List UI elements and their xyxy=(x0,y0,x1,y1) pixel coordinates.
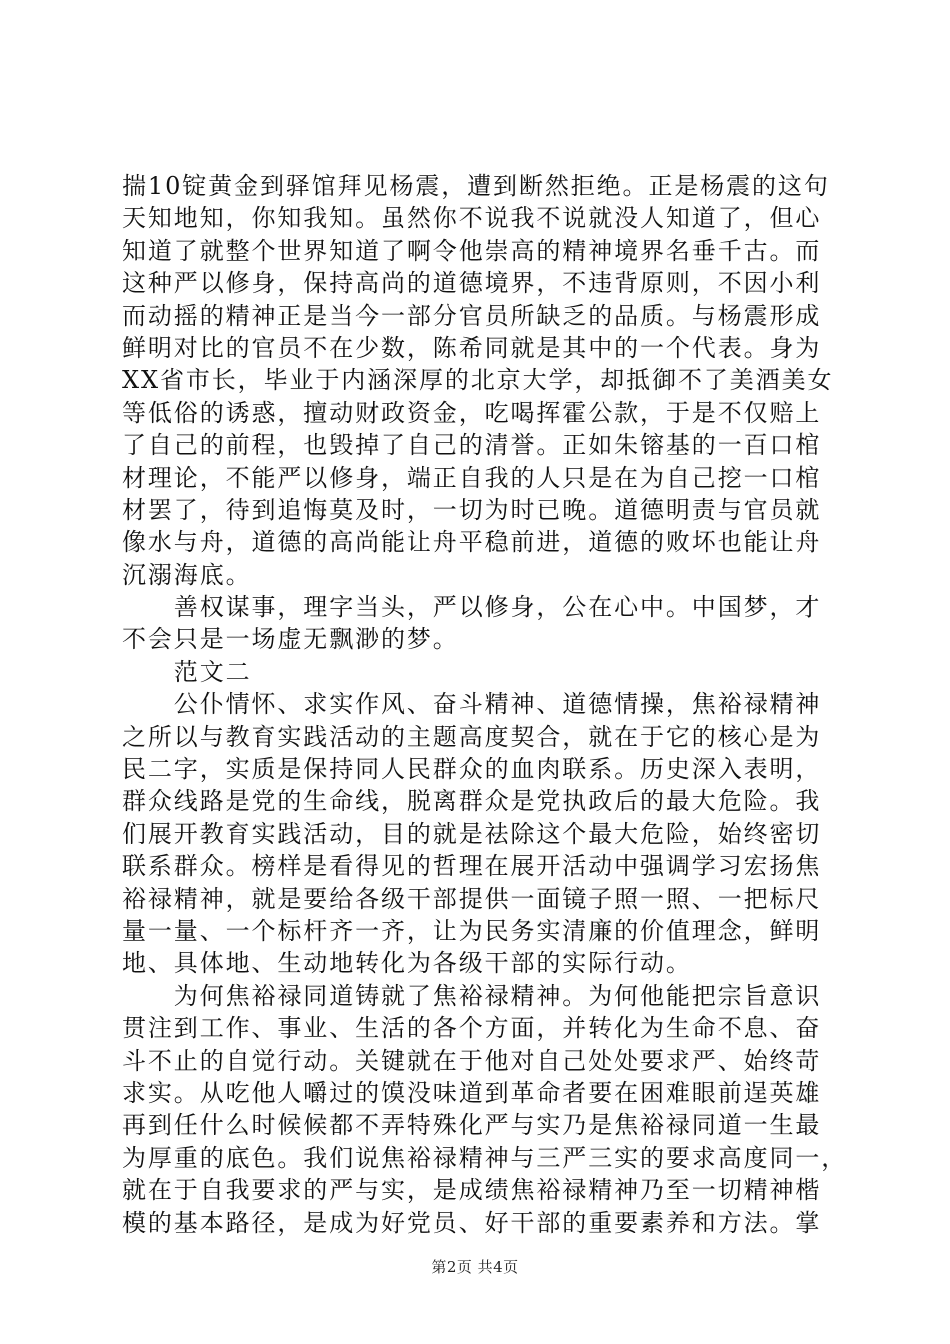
text-line: 联系群众。榜样是看得见的哲理在展开活动中强调学习宏扬焦 xyxy=(122,852,822,881)
text-line: 沉溺海底。 xyxy=(122,560,252,589)
page-footer: 第2页 共4页 xyxy=(431,1258,519,1276)
text-line: 裕禄精神，就是要给各级干部提供一面镜子照一照、一把标尺 xyxy=(122,884,822,913)
text-line: 材罢了，待到追悔莫及时，一切为时已晚。道德明责与官员就 xyxy=(122,495,822,524)
text-line: 斗不止的自觉行动。关键就在于他对自己处处要求严、始终苛 xyxy=(122,1046,822,1075)
text-line: 像水与舟，道德的高尚能让舟平稳前进，道德的败坏也能让舟 xyxy=(122,528,822,557)
document-body xyxy=(122,170,848,1239)
text-line: 范文二 xyxy=(122,657,252,686)
text-line: 天知地知，你知我知。虽然你不说我不说就没人知道了，但心 xyxy=(122,204,822,233)
text-line: 群众线路是党的生命线，脱离群众是党执政后的最大危险。我 xyxy=(122,787,822,816)
text-line: 就在于自我要求的严与实，是成绩焦裕禄精神乃至一切精神楷 xyxy=(122,1176,822,1205)
text-line: 求实。从吃他人嚼过的馍没味道到革命者要在困难眼前逞英雄 xyxy=(122,1078,822,1107)
text-line: 贯注到工作、事业、生活的各个方面，并转化为生命不息、奋 xyxy=(122,1014,822,1043)
text-line: 量一量、一个标杆齐一齐，让为民务实清廉的价值理念，鲜明 xyxy=(122,916,822,945)
text-line: 了自己的前程，也毁掉了自己的清誉。正如朱镕基的一百口棺 xyxy=(122,431,822,460)
text-line: 们展开教育实践活动，目的就是祛除这个最大危险，始终密切 xyxy=(122,819,822,848)
text-line: 为何焦裕禄同道铸就了焦裕禄精神。为何他能把宗旨意识 xyxy=(122,981,822,1010)
text-line: 揣10锭黄金到驿馆拜见杨震，遭到断然拒绝。正是杨震的这句 xyxy=(122,172,830,200)
text-line: 而动摇的精神正是当今一部分官员所缺乏的品质。与杨震形成 xyxy=(122,301,822,330)
text-line: 不会只是一场虚无飘渺的梦。 xyxy=(122,625,459,654)
text-line: 民二字，实质是保持同人民群众的血肉联系。历史深入表明， xyxy=(122,755,822,784)
text-line: 鲜明对比的官员不在少数，陈希同就是其中的一个代表。身为 xyxy=(122,333,822,362)
text-line: 为厚重的底色。我们说焦裕禄精神与三严三实的要求高度同一， xyxy=(122,1143,848,1172)
text-line: 这种严以修身，保持高尚的道德境界，不违背原则，不因小利 xyxy=(122,269,822,298)
text-line: 公仆情怀、求实作风、奋斗精神、道德情操，焦裕禄精神 xyxy=(122,690,822,719)
text-line: 善权谋事，理字当头，严以修身，公在心中。中国梦，才 xyxy=(122,593,822,622)
text-line: 模的基本路径，是成为好党员、好干部的重要素养和方法。掌 xyxy=(122,1208,822,1237)
text-line: 地、具体地、生动地转化为各级干部的实际行动。 xyxy=(122,949,692,978)
text-line: 再到任什么时候候都不弄特殊化严与实乃是焦裕禄同道一生最 xyxy=(122,1111,822,1140)
text-line: 等低俗的诱惑，擅动财政资金，吃喝挥霍公款，于是不仅赔上 xyxy=(122,398,822,427)
text-line: 材理论，不能严以修身，端正自我的人只是在为自己挖一口棺 xyxy=(122,463,822,492)
text-line: 知道了就整个世界知道了啊令他崇高的精神境界名垂千古。而 xyxy=(122,236,822,265)
text-line: 之所以与教育实践活动的主题高度契合，就在于它的核心是为 xyxy=(122,722,822,751)
text-line: XX省市长，毕业于内涵深厚的北京大学，却抵御不了美酒美女 xyxy=(122,366,834,395)
